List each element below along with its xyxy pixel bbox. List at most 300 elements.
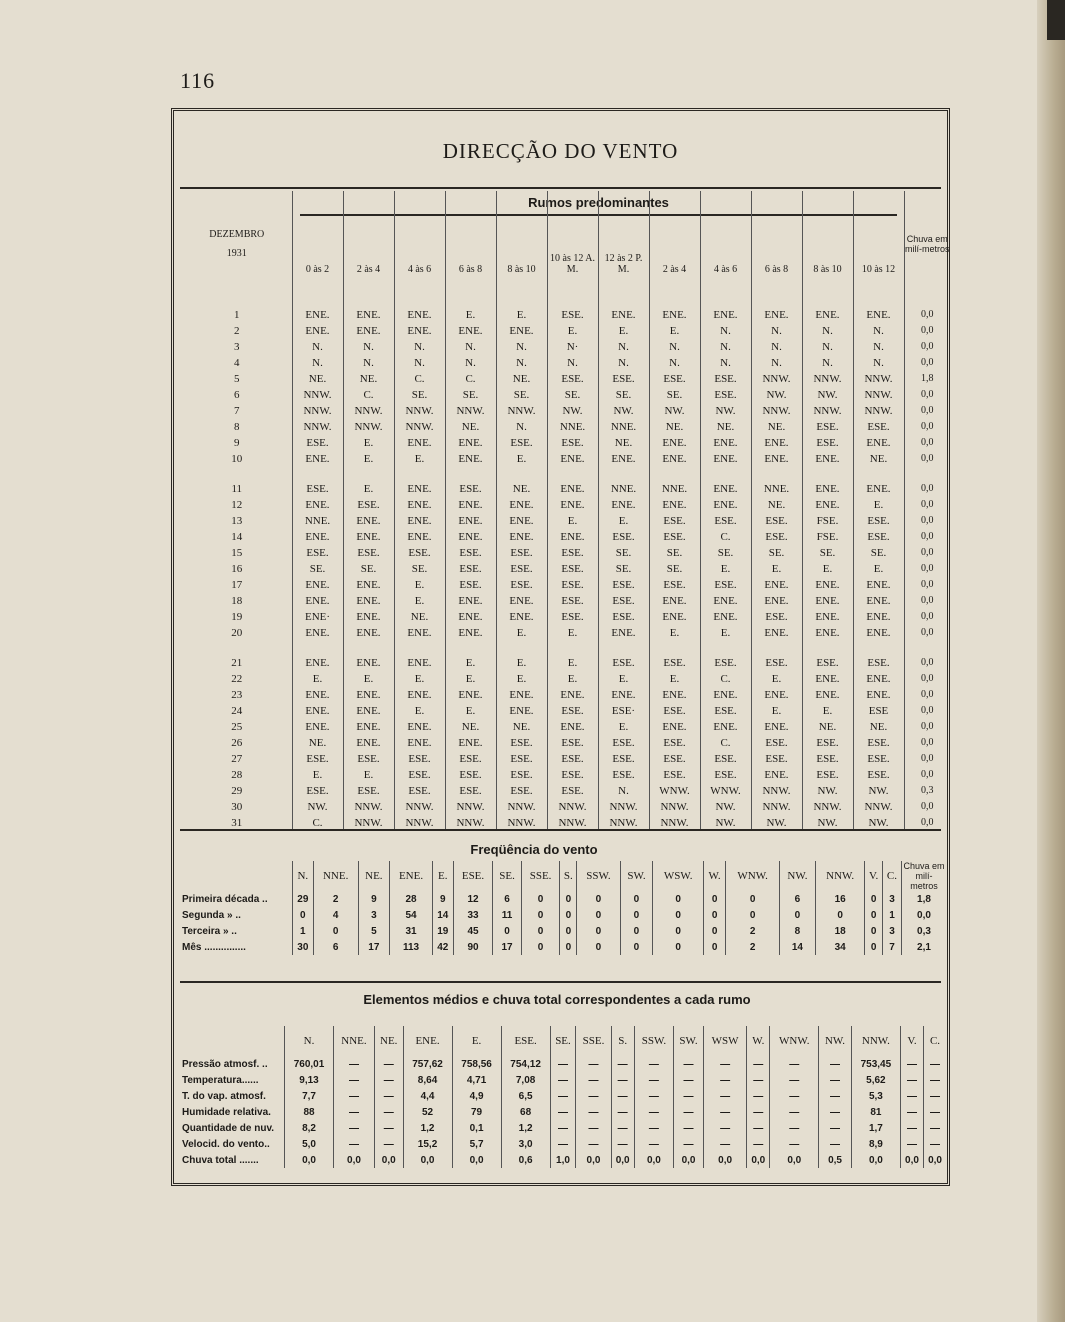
freq-row	[180, 939, 946, 955]
wind-cell: NNW.	[802, 403, 853, 419]
day-number: 4	[234, 357, 240, 369]
day-number: 18	[231, 595, 243, 607]
wind-cell: ESE.	[598, 767, 649, 783]
wind-cell: ENE.	[394, 513, 445, 529]
freq-cell: 1	[293, 923, 314, 939]
wind-cell: ENE.	[802, 609, 853, 625]
freq-cell: 1	[882, 907, 901, 923]
wind-cell: ENE.	[751, 593, 802, 609]
day-number: 13	[231, 515, 243, 527]
wind-cell: C.	[343, 387, 394, 403]
freq-header-row	[180, 861, 946, 891]
elem-row	[180, 1152, 946, 1168]
day-row	[182, 767, 950, 783]
table-frame	[171, 108, 950, 1186]
wind-cell: ENE.	[445, 497, 496, 513]
day-row	[182, 703, 950, 719]
wind-cell: ESE.	[598, 529, 649, 545]
day-row	[182, 529, 950, 545]
gap-cell	[904, 641, 950, 655]
gap-cell	[292, 641, 343, 655]
wind-cell: SE.	[649, 387, 700, 403]
rain-cell: 0,0	[904, 387, 950, 403]
wind-cell: SE.	[649, 561, 700, 577]
wind-cell: ENE.	[700, 297, 751, 323]
elem-cell: —	[374, 1072, 403, 1088]
wind-cell: ENE.	[751, 625, 802, 641]
wind-cell: ESE.	[343, 497, 394, 513]
wind-cell: ESE.	[700, 767, 751, 783]
wind-cell: NW.	[802, 387, 853, 403]
elem-cell: 0,0	[747, 1152, 770, 1168]
elem-cell: 3,0	[501, 1136, 550, 1152]
elem-cell: —	[334, 1088, 375, 1104]
rain-cell: 0,0	[904, 609, 950, 625]
wind-cell: FSE.	[802, 513, 853, 529]
elem-cell: —	[576, 1104, 611, 1120]
freq-cell: 33	[453, 907, 493, 923]
wind-cell: NW.	[649, 403, 700, 419]
wind-cell: ESE.	[547, 297, 598, 323]
elem-cell: —	[611, 1072, 634, 1088]
wind-cell: ENE.	[598, 497, 649, 513]
wind-cell: E.	[343, 671, 394, 687]
wind-cell: N.	[802, 339, 853, 355]
freq-title: Freqüência do vento	[470, 842, 598, 857]
wind-cell: ENE.	[853, 435, 904, 451]
freq-corner	[180, 861, 293, 891]
wind-cell: ENE.	[343, 593, 394, 609]
elem-cell: —	[374, 1104, 403, 1120]
elem-cell: 81	[851, 1104, 900, 1120]
freq-rain-cell: 0,0	[902, 907, 947, 923]
wind-cell: NW.	[802, 815, 853, 831]
wind-cell: NE.	[853, 451, 904, 467]
day-row	[182, 355, 950, 371]
freq-cell: 5	[358, 923, 389, 939]
freq-column-header: V.	[865, 861, 883, 891]
day-row	[182, 687, 950, 703]
rain-cell: 0,0	[904, 625, 950, 641]
wind-cell: ENE.	[292, 529, 343, 545]
wind-cell: E.	[547, 323, 598, 339]
wind-cell: ENE.	[496, 497, 547, 513]
wind-cell: NNW.	[292, 387, 343, 403]
freq-cell: 0	[521, 891, 560, 907]
wind-cell: N.	[853, 355, 904, 371]
wind-cell: ENE.	[394, 655, 445, 671]
wind-cell: NNW.	[598, 799, 649, 815]
wind-cell: E.	[496, 451, 547, 467]
elem-row-label: Pressão atmosf. ..	[182, 1058, 268, 1070]
elem-column-header: N.	[285, 1026, 334, 1056]
wind-cell: NNE.	[649, 481, 700, 497]
elem-column-header: ENE.	[403, 1026, 452, 1056]
wind-cell: C.	[292, 815, 343, 831]
wind-cell: NE.	[496, 481, 547, 497]
day-number: 29	[231, 785, 243, 797]
elem-cell: —	[770, 1088, 819, 1104]
wind-cell: NNW.	[853, 799, 904, 815]
wind-cell: ESE.	[598, 577, 649, 593]
freq-column-header: NNE.	[313, 861, 358, 891]
elem-cell: —	[924, 1120, 946, 1136]
wind-cell: E.	[751, 703, 802, 719]
elem-cell: —	[634, 1056, 673, 1072]
wind-cell: ENE.	[343, 735, 394, 751]
freq-cell: 6	[493, 891, 521, 907]
wind-cell: ESE.	[445, 577, 496, 593]
freq-cell: 0	[865, 939, 883, 955]
freq-column-header: SSE.	[521, 861, 560, 891]
freq-cell: 42	[432, 939, 453, 955]
wind-cell: ENE.	[343, 609, 394, 625]
rain-cell: 0,0	[904, 655, 950, 671]
elem-cell: 0,0	[403, 1152, 452, 1168]
gap-cell	[496, 467, 547, 481]
day-row	[182, 435, 950, 451]
wind-cell: ESE.	[496, 751, 547, 767]
wind-cell: ENE.	[598, 687, 649, 703]
elem-cell: —	[819, 1072, 852, 1088]
freq-cell: 14	[432, 907, 453, 923]
wind-cell: ESE.	[598, 655, 649, 671]
day-row	[182, 593, 950, 609]
freq-cell: 14	[779, 939, 815, 955]
wind-cell: ESE.	[853, 655, 904, 671]
wind-cell: NNE.	[292, 513, 343, 529]
wind-cell: ESE.	[445, 767, 496, 783]
wind-cell: ENE.	[700, 719, 751, 735]
wind-cell: ENE.	[547, 719, 598, 735]
wind-cell: ENE.	[394, 497, 445, 513]
day-number: 7	[234, 405, 240, 417]
wind-cell: ENE.	[649, 497, 700, 513]
elem-row-label: Quantidade de nuv.	[182, 1122, 275, 1134]
wind-cell: ESE.	[496, 735, 547, 751]
wind-cell: ESE.	[598, 371, 649, 387]
wind-direction-table	[182, 191, 950, 831]
day-row	[182, 371, 950, 387]
wind-cell: N.	[853, 339, 904, 355]
freq-cell: 11	[493, 907, 521, 923]
day-number: 24	[231, 705, 243, 717]
hour-column-header: 10 às 12	[853, 191, 904, 297]
freq-column-header: NE.	[358, 861, 389, 891]
wind-cell: ESE.	[649, 767, 700, 783]
wind-cell: ENE.	[292, 719, 343, 735]
elem-cell: —	[900, 1104, 923, 1120]
month-label: DEZEMBRO	[209, 229, 265, 240]
rain-cell: 0,0	[904, 703, 950, 719]
elem-cell: 0,0	[452, 1152, 501, 1168]
freq-cell: 0	[313, 923, 358, 939]
wind-cell: E.	[445, 703, 496, 719]
wind-cell: ENE.	[649, 435, 700, 451]
freq-cell: 90	[453, 939, 493, 955]
wind-cell: ENE.	[343, 529, 394, 545]
freq-cell: 0	[726, 891, 780, 907]
wind-cell: ENE.	[394, 529, 445, 545]
wind-cell: ENE.	[853, 481, 904, 497]
wind-cell: NW.	[853, 783, 904, 799]
elem-cell: —	[819, 1136, 852, 1152]
day-number: 6	[234, 389, 240, 401]
elem-column-header: ESE.	[501, 1026, 550, 1056]
wind-cell: N.	[547, 355, 598, 371]
wind-cell: NNE.	[751, 481, 802, 497]
elem-cell: —	[611, 1056, 634, 1072]
wind-cell: N.	[802, 355, 853, 371]
wind-cell: ENE.	[547, 451, 598, 467]
freq-cell: 0	[653, 939, 704, 955]
wind-cell: E.	[802, 703, 853, 719]
freq-column-header: NW.	[779, 861, 815, 891]
wind-cell: ENE.	[751, 297, 802, 323]
gap-cell	[182, 641, 292, 655]
wind-cell: ESE.	[802, 419, 853, 435]
wind-cell: NNW.	[394, 799, 445, 815]
elem-cell: —	[770, 1072, 819, 1088]
gap-cell	[904, 467, 950, 481]
wind-cell: ESE.	[496, 783, 547, 799]
wind-cell: N.	[649, 355, 700, 371]
day-number: 10	[231, 453, 243, 465]
wind-cell: ENE.	[700, 435, 751, 451]
elem-cell: —	[611, 1136, 634, 1152]
freq-cell: 0	[577, 923, 620, 939]
wind-cell: ESE.	[751, 751, 802, 767]
wind-cell: ESE	[853, 703, 904, 719]
day-number: 22	[231, 673, 243, 685]
wind-cell: ESE.	[649, 513, 700, 529]
rain-cell: 0,0	[904, 435, 950, 451]
elem-cell: —	[747, 1120, 770, 1136]
elem-cell: —	[703, 1056, 746, 1072]
wind-cell: ENE.	[445, 435, 496, 451]
day-number: 15	[231, 547, 243, 559]
freq-cell: 4	[313, 907, 358, 923]
wind-cell: ENE.	[445, 609, 496, 625]
elem-cell: —	[770, 1136, 819, 1152]
wind-cell: ENE.	[445, 625, 496, 641]
elem-cell: 757,62	[403, 1056, 452, 1072]
wind-cell: ESE.	[700, 387, 751, 403]
elem-cell: 0,0	[851, 1152, 900, 1168]
elem-cell: —	[550, 1136, 576, 1152]
wind-cell: NNW.	[547, 815, 598, 831]
wind-cell: ESE.	[700, 703, 751, 719]
day-row	[182, 513, 950, 529]
freq-cell: 34	[815, 939, 865, 955]
wind-cell: ESE.	[547, 561, 598, 577]
day-number: 23	[231, 689, 243, 701]
wind-cell: NW.	[292, 799, 343, 815]
wind-cell: ENE.	[292, 703, 343, 719]
elem-cell: 7,08	[501, 1072, 550, 1088]
wind-cell: N.	[343, 355, 394, 371]
elem-cell: —	[550, 1072, 576, 1088]
wind-cell: ENE.	[802, 577, 853, 593]
wind-cell: FSE.	[802, 529, 853, 545]
freq-column-header: W.	[703, 861, 725, 891]
elem-cell: —	[674, 1088, 704, 1104]
wind-cell: ENE.	[343, 625, 394, 641]
wind-cell: E.	[853, 561, 904, 577]
elem-row-label: Temperatura......	[182, 1074, 259, 1086]
wind-cell: ENE.	[751, 687, 802, 703]
wind-cell: ESE.	[496, 435, 547, 451]
rain-cell: 0,0	[904, 593, 950, 609]
wind-cell: E.	[496, 655, 547, 671]
elem-column-header: NNW.	[851, 1026, 900, 1056]
day-number: 31	[231, 817, 243, 829]
month-header	[182, 191, 292, 297]
elem-cell: —	[576, 1056, 611, 1072]
wind-cell: ENE.	[649, 719, 700, 735]
elem-cell: —	[819, 1056, 852, 1072]
wind-cell: ENE.	[700, 687, 751, 703]
elem-cell: 0,0	[374, 1152, 403, 1168]
wind-cell: ENE.	[292, 577, 343, 593]
wind-cell: ESE.	[394, 545, 445, 561]
wind-cell: ESE.	[547, 593, 598, 609]
hour-column-header: 6 às 8	[445, 191, 496, 297]
wind-cell: SE.	[547, 387, 598, 403]
hour-column-header: 10 às 12 A. M.	[547, 191, 598, 297]
wind-cell: NW.	[751, 387, 802, 403]
wind-cell: ENE.	[700, 609, 751, 625]
day-number: 11	[231, 483, 243, 495]
freq-cell: 3	[882, 891, 901, 907]
freq-cell: 0	[653, 907, 704, 923]
hour-column-header: 6 às 8	[751, 191, 802, 297]
wind-cell: N.	[700, 339, 751, 355]
freq-cell: 0	[493, 923, 521, 939]
wind-cell: E.	[445, 655, 496, 671]
wind-cell: N.	[496, 339, 547, 355]
wind-cell: ESE.	[292, 783, 343, 799]
wind-cell: NNW.	[343, 815, 394, 831]
elem-row	[180, 1120, 946, 1136]
gap-cell	[547, 641, 598, 655]
day-number: 20	[231, 627, 243, 639]
wind-cell: E.	[496, 297, 547, 323]
wind-cell: SE.	[394, 561, 445, 577]
gap-cell	[394, 467, 445, 481]
wind-cell: ENE.	[292, 687, 343, 703]
freq-cell: 29	[293, 891, 314, 907]
wind-cell: SE.	[751, 545, 802, 561]
wind-cell: ENE.	[649, 451, 700, 467]
wind-cell: ESE.	[802, 751, 853, 767]
wind-cell: ESE.	[445, 481, 496, 497]
day-row	[182, 655, 950, 671]
freq-cell: 0	[560, 907, 577, 923]
elem-column-header: W.	[747, 1026, 770, 1056]
freq-cell: 2	[726, 939, 780, 955]
wind-cell: ESE.	[853, 513, 904, 529]
wind-cell: ENE.	[649, 687, 700, 703]
wind-cell: N.	[700, 355, 751, 371]
rain-cell: 0,0	[904, 577, 950, 593]
elem-cell: 0,0	[334, 1152, 375, 1168]
wind-cell: ESE.	[292, 435, 343, 451]
elem-cell: 8,2	[285, 1120, 334, 1136]
freq-cell: 6	[313, 939, 358, 955]
freq-cell: 0	[521, 907, 560, 923]
page-title: DIRECÇÃO DO VENTO	[442, 139, 679, 163]
elem-cell: —	[747, 1072, 770, 1088]
elem-cell: —	[674, 1120, 704, 1136]
wind-cell: ENE.	[802, 625, 853, 641]
wind-cell: ENE.	[649, 593, 700, 609]
wind-cell: ENE.	[802, 497, 853, 513]
wind-cell: ESE.	[649, 735, 700, 751]
wind-cell: ENE.	[445, 451, 496, 467]
freq-cell: 6	[779, 891, 815, 907]
freq-cell: 0	[620, 939, 653, 955]
wind-cell: NNW.	[343, 419, 394, 435]
wind-cell: ESE.	[700, 655, 751, 671]
gap-cell	[445, 641, 496, 655]
wind-cell: ENE.	[802, 671, 853, 687]
elem-cell: 1,2	[501, 1120, 550, 1136]
wind-cell: SE.	[700, 545, 751, 561]
wind-cell: C.	[700, 671, 751, 687]
freq-cell: 113	[390, 939, 433, 955]
elem-column-header: SSW.	[634, 1026, 673, 1056]
day-row	[182, 577, 950, 593]
wind-cell: NNW.	[802, 799, 853, 815]
day-row	[182, 497, 950, 513]
elem-cell: —	[703, 1104, 746, 1120]
decade-gap	[182, 641, 950, 655]
wind-cell: ESE.	[802, 767, 853, 783]
gap-cell	[598, 641, 649, 655]
elem-cell: 4,71	[452, 1072, 501, 1088]
wind-cell: NE.	[751, 419, 802, 435]
elem-cell: 8,64	[403, 1072, 452, 1088]
elem-cell: —	[550, 1088, 576, 1104]
wind-cell: NNW.	[343, 403, 394, 419]
wind-cell: E.	[445, 671, 496, 687]
wind-cell: E.	[751, 671, 802, 687]
wind-cell: SE.	[598, 387, 649, 403]
day-row	[182, 609, 950, 625]
wind-cell: ESE.	[496, 767, 547, 783]
freq-cell: 0	[577, 939, 620, 955]
wind-cell: NNW.	[649, 799, 700, 815]
elem-cell: 0,0	[634, 1152, 673, 1168]
wind-cell: NNW.	[751, 371, 802, 387]
wind-cell: NNW.	[445, 815, 496, 831]
wind-cell: ESE.	[496, 561, 547, 577]
wind-cell: ESE.	[598, 609, 649, 625]
wind-cell: SE.	[292, 561, 343, 577]
wind-cell: ENE.	[292, 593, 343, 609]
wind-table-body	[182, 297, 950, 831]
wind-cell: NNW.	[496, 799, 547, 815]
wind-cell: ESE.	[547, 783, 598, 799]
wind-cell: N.	[292, 355, 343, 371]
title-rule	[180, 187, 941, 189]
decade-gap	[182, 467, 950, 481]
wind-cell: ENE.	[496, 513, 547, 529]
wind-cell: SE.	[496, 387, 547, 403]
wind-cell: ESE.	[547, 435, 598, 451]
wind-cell: N.	[394, 355, 445, 371]
